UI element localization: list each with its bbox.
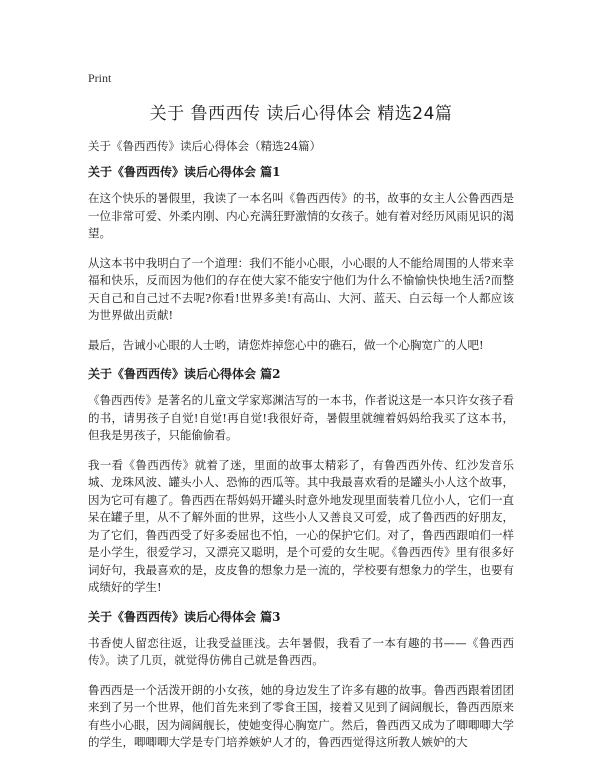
paragraph: 鲁西西是一个活泼开朗的小女孩，她的身边发生了许多有趣的故事。鲁西西跟着团团来到了另一个世界，他们首先来到了零食王国，接着又见到了阔阔舰长，鲁西西原来有些小心眼，因为阔阔舰长，使她变得心胸宽广。然后，鲁西西又成为了唧唧唧大学的学生，唧唧唧大学是专门培养嫉妒人才的，鲁西西觉得这所教人嫉妒的大: [88, 682, 514, 749]
section-3: [88, 609, 514, 752]
print-label[interactable]: Print: [88, 71, 112, 85]
paragraph: 最后，告诫小心眼的人士哟，请您炸掉您心中的礁石，做一个心胸宽广的人吧!: [88, 337, 484, 352]
section-heading: 关于《鲁西西传》读后心得体会 篇1: [88, 165, 281, 179]
section-heading: 关于《鲁西西传》读后心得体会 篇3: [88, 609, 281, 624]
section-2: [88, 366, 514, 597]
paragraph: 书香使人留恋往返，让我受益匪浅。去年暑假，我看了一本有趣的书——《鲁西西传》。读了几页，就觉得仿佛自己就是鲁西西。: [88, 635, 514, 667]
document-title: 关于 鲁西西传 读后心得体会 精选24篇: [149, 104, 453, 124]
section-heading: 关于《鲁西西传》读后心得体会 篇2: [88, 367, 281, 381]
paragraph: 在这个快乐的暑假里，我读了一本名叫《鲁西西传》的书，故事的女主人公鲁西西是一位非常可爱、外柔内刚、内心充满狂野激情的女孩子。她有着对经历风雨见识的渴望。: [88, 191, 514, 240]
document-page: [88, 70, 514, 764]
paragraph: 从这本书中我明白了一个道理：我们不能小心眼，小心眼的人不能给周围的人带来幸福和快乐，反而因为他们的存在使大家不能安宁他们为什么不愉愉快快地生活?而整天自己和自己过不去呢?你看!世界多美!有高山、大河、蓝天、白云每一个人都应该为世界做出贡献!: [88, 255, 514, 322]
paragraph: 《鲁西西传》是著名的儿童文学家郑渊洁写的一本书，作者说这是一本只许女孩子看的书，请男孩子自觉!自觉!再自觉!我很好奇，暑假里就缠着妈妈给我买了这本书，但我是男孩子，只能偷偷看。: [88, 393, 514, 442]
section-1: [88, 164, 514, 354]
document-subtitle: 关于《鲁西西传》读后心得体会（精选24篇）: [88, 139, 322, 153]
paragraph: 我一看《鲁西西传》就着了迷，里面的故事太精彩了，有鲁西西外传、红沙发音乐城、龙珠风波、罐头小人、恐怖的西瓜等。其中我最喜欢看的是罐头小人这个故事，因为它可有趣了。鲁西西在帮妈妈开罐头时意外地发现里面装着几位小人，它们一直呆在罐子里，从不了解外面的世界，这些小人又善良又可爱，成了鲁西西的好朋友，为了它们，鲁西西受了好多委屈也不怕，一心的保护它们。对了，鲁西西跟咱们一样是小学生，很爱学习，又漂亮又聪明，是个可爱的女生呢。《鲁西西传》里有很多好词好句，我最喜欢的是，皮皮鲁的想象力是一流的，学校要有想象力的学生，也要有成绩好的学生!: [88, 457, 514, 594]
